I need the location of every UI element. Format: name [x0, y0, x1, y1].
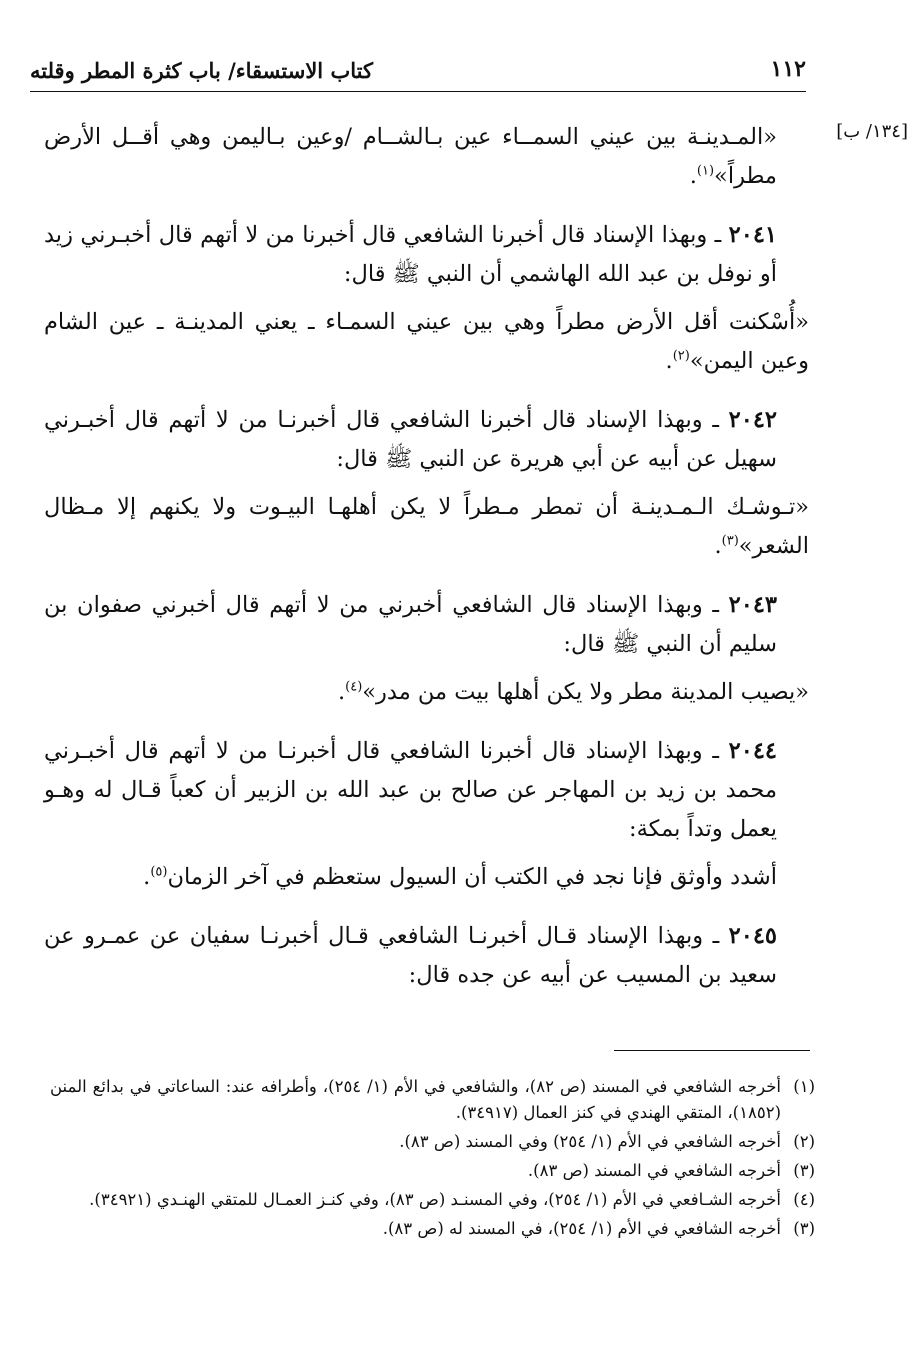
hadith-number: ٢٠٤٤	[728, 738, 778, 764]
hadith-entry	[44, 732, 809, 897]
footnote	[50, 1129, 815, 1155]
hadith-isnad	[44, 586, 809, 664]
hadith-isnad	[44, 917, 809, 995]
hadith-entry	[44, 401, 809, 566]
footnote-number: (٤)	[793, 1190, 815, 1209]
footnote-text: أخرجه الشافعي في الأم (١/ ٢٥٤)، في المسند له (ص ٨٣).	[382, 1219, 781, 1238]
footnote-ref: (٤)	[345, 679, 363, 695]
footnote-number: (٣)	[793, 1219, 815, 1238]
page-number: ١١٢	[770, 56, 806, 82]
hadith-quote: «تـوشـك الـمـدينـة أن تمطر مـطراً لا يكن أهلهـا البيـوت ولا يكنهم إلا مـظال الشعر»$^{(٣)}$.	[44, 494, 809, 559]
footnote-text: أخرجه الشافعي في الأم (١/ ٢٥٤) وفي المسند (ص ٨٣).	[399, 1132, 781, 1151]
quote-text: «أُسْكنت أقل الأرض مطراً وهي بين عيني السمـاء ـ يعني المدينـة ـ عين الشام وعين اليمن»	[44, 309, 809, 374]
footnote-ref: (٥)	[150, 864, 168, 880]
footnote-number: (٣)	[793, 1161, 815, 1180]
hadith-isnad	[44, 732, 809, 849]
hadith-isnad	[44, 216, 809, 294]
footnote-text: أخرجه الشـافعي في الأم (١/ ٢٥٤)، وفي المسنـد (ص ٨٣)، وفي كنـز العمـال للمتقي الهنـدي (٣٤٩٢١).	[89, 1190, 781, 1209]
footnotes	[50, 1074, 815, 1245]
footnote	[50, 1074, 815, 1126]
hadith-entry	[44, 586, 809, 712]
hadith-entry	[44, 216, 809, 381]
isnad-text: ـ وبهذا الإسناد قال أخبرنا الشافعي قال أخبرنـا من لا أتهم قال أخبـرني محمد بن زيد بن المهاجر عن صالح بن عبد الله بن الزبير أن كعباً قـال له وهـو يعمل وتداً بمكة:	[44, 738, 777, 842]
hadith-quote: «يصيب المدينة مطر ولا يكن أهلها بيت من مدر»$^{(٤)}$.	[337, 679, 809, 705]
hadith-quote: «أُسْكنت أقل الأرض مطراً وهي بين عيني السمـاء ـ يعني المدينـة ـ عين الشام وعين اليمن»$^{(٢)}$.	[44, 309, 809, 374]
hadith-entry	[44, 118, 809, 196]
hadith-quote: «المـدينـة بين عيني السمــاء عين بـالشــام /وعين بـاليمن وهي أقــل الأرض مطراً»$^{(١)}$.	[44, 124, 777, 189]
isnad-text: ـ وبهذا الإسناد قال الشافعي أخبرني من لا أتهم قال أخبرني صفوان بن سليم أن النبي ﷺ قال:	[44, 592, 777, 657]
quote-text: أشدد وأوثق فإنا نجد في الكتب أن السيول ستعظم في آخر الزمان	[167, 864, 777, 890]
footnote-ref: (٣)	[721, 533, 739, 549]
manuscript-folio-ref: [١٣٤/ ب]	[836, 121, 908, 142]
footnote-text: أخرجه الشافعي في المسند (ص ٨٣).	[527, 1161, 781, 1180]
quote-text: «تـوشـك الـمـدينـة أن تمطر مـطراً لا يكن أهلهـا البيـوت ولا يكنهم إلا مـظال الشعر»	[44, 494, 809, 559]
running-title: كتاب الاستسقاء/ باب كثرة المطر وقلته	[30, 58, 373, 83]
hadith-quote: أشدد وأوثق فإنا نجد في الكتب أن السيول ستعظم في آخر الزمان$^{(٥)}$.	[143, 864, 777, 890]
footnote-text: أخرجه الشافعي في المسند (ص ٨٢)، والشافعي في الأم (١/ ٢٥٤)، وأطرافه عند: الساعاتي في بدائع المنن (١٨٥٢)، المتقي الهندي في كنز العمال (٣٤٩١٧).	[50, 1077, 781, 1122]
hadith-number: ٢٠٤١	[728, 222, 777, 248]
footnote-separator	[614, 1050, 810, 1051]
isnad-text: ـ وبهذا الإسناد قـال أخبرنـا الشافعي قـال أخبرنـا سفيان عن عمـرو عن سعيد بن المسيب عن أبيه عن جده قال:	[44, 923, 777, 988]
footnote-number: (٢)	[793, 1132, 815, 1151]
footnote-number: (١)	[793, 1077, 815, 1096]
footnote	[50, 1187, 815, 1213]
isnad-text: ـ وبهذا الإسناد قال أخبرنا الشافعي قال أخبرنا من لا أتهم قال أخبـرني زيد أو نوفل بن عبد الله الهاشمي أن النبي ﷺ قال:	[44, 222, 777, 287]
quote-text: «يصيب المدينة مطر ولا يكن أهلها بيت من مدر»	[362, 679, 809, 705]
footnote	[50, 1216, 815, 1242]
hadith-isnad	[44, 401, 809, 479]
hadith-number: ٢٠٤٣	[728, 592, 777, 618]
footnote	[50, 1158, 815, 1184]
quote-text: «المـدينـة بين عيني السمــاء عين بـالشــام /وعين بـاليمن وهي أقــل الأرض مطراً»	[44, 124, 777, 189]
footnote-ref: (٢)	[672, 348, 690, 364]
page-header	[30, 52, 806, 92]
hadith-number: ٢٠٤٥	[728, 923, 777, 949]
isnad-text: ـ وبهذا الإسناد قال أخبرنا الشافعي قال أخبرنـا من لا أتهم قال أخبـرني سهيل عن أبيه عن أبي هريرة عن النبي ﷺ قال:	[44, 407, 777, 472]
hadith-number: ٢٠٤٢	[728, 407, 778, 433]
hadith-entry	[44, 917, 809, 995]
main-text	[44, 118, 809, 995]
header-rule	[30, 91, 806, 92]
footnote-ref: (١)	[696, 163, 715, 179]
